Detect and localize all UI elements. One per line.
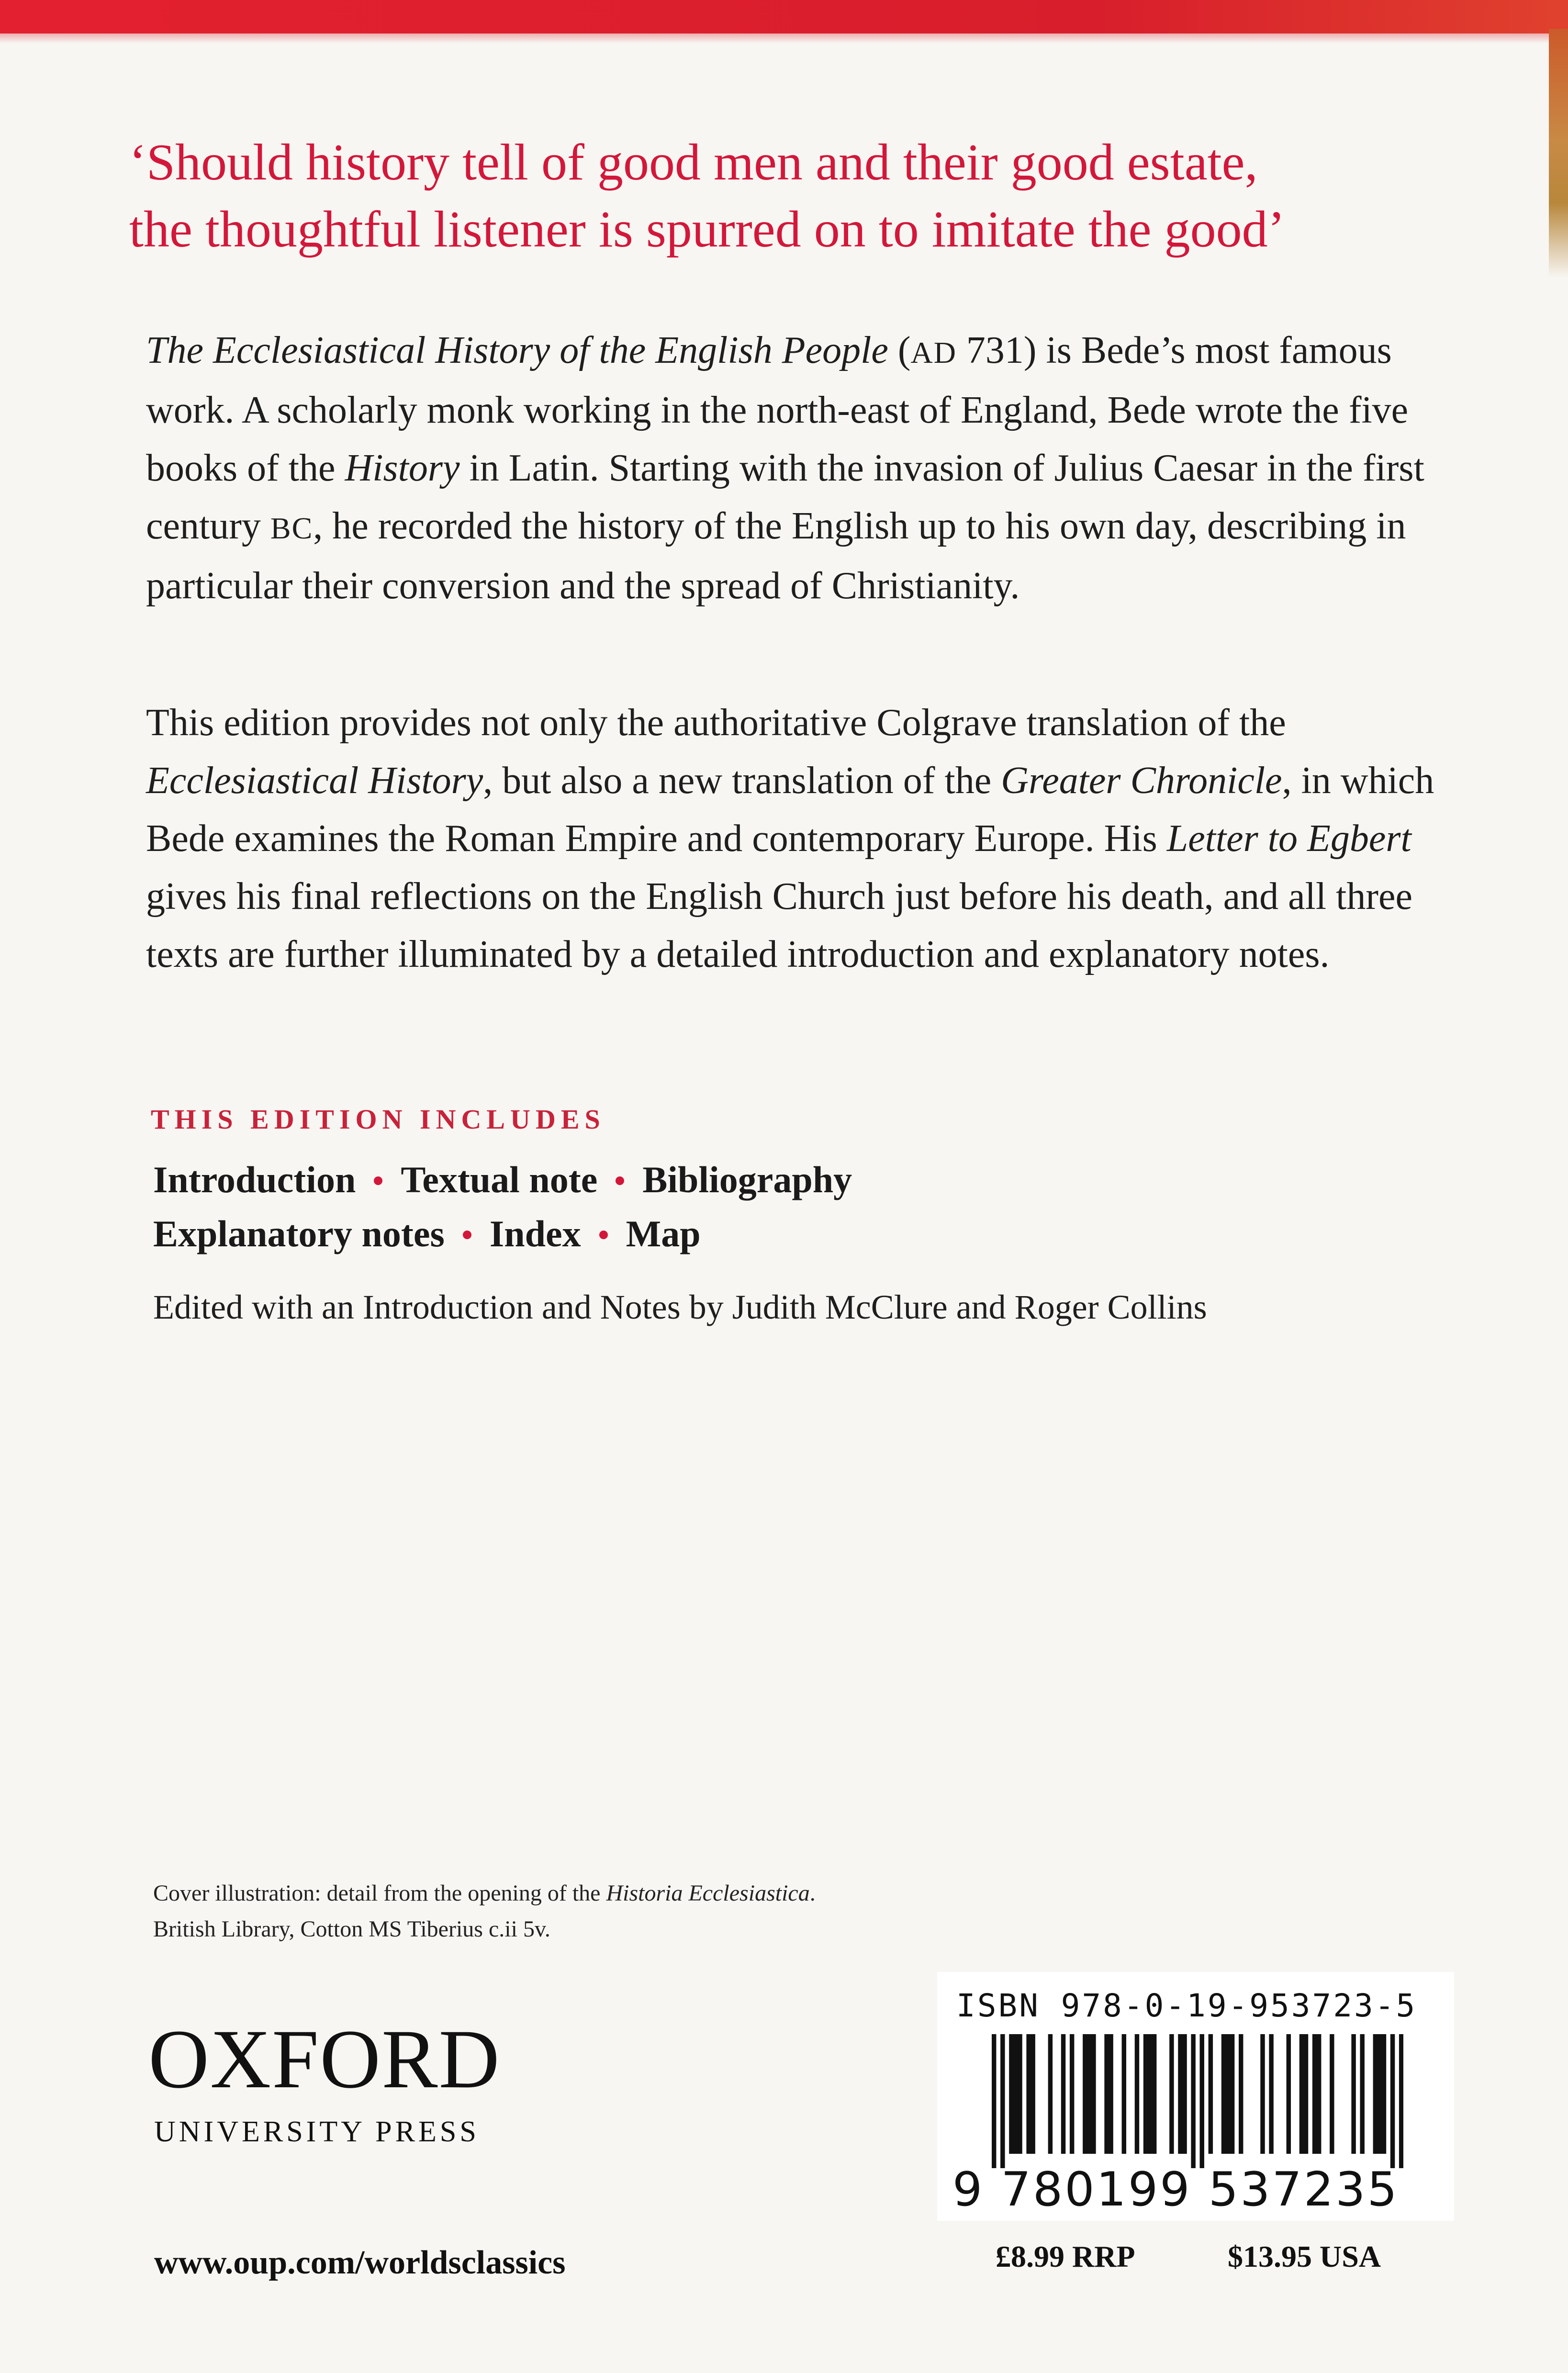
barcode-bar <box>1122 2034 1126 2154</box>
barcode-bar <box>1083 2034 1087 2154</box>
letter-to-egbert-title: Letter to Egbert <box>1166 817 1411 860</box>
barcode-bar <box>1230 2034 1234 2154</box>
top-band-shadow <box>0 34 1568 43</box>
description-paragraph-2 <box>146 694 1438 984</box>
spine-edge <box>1549 29 1568 278</box>
barcode-bar <box>992 2034 996 2168</box>
barcode-bar <box>1148 2034 1152 2154</box>
website-url: www.oup.com/worldsclassics <box>154 2244 566 2281</box>
barcode-bar <box>1382 2034 1386 2154</box>
bullet-icon <box>463 1231 471 1239</box>
barcode-bar <box>1109 2034 1113 2154</box>
barcode-bar <box>1360 2034 1364 2154</box>
bullet-icon <box>616 1176 624 1185</box>
text-segment: gives his final reflections on the English Church just before his death, and all three texts are further illuminated by a detailed introduction and explanatory notes. <box>146 875 1412 975</box>
barcode-bar <box>1091 2034 1096 2154</box>
pull-quote <box>129 129 1469 263</box>
barcode-bar <box>1182 2034 1187 2154</box>
barcode-bar <box>1018 2034 1022 2154</box>
barcode-bar <box>1143 2034 1148 2154</box>
barcode-bar <box>1087 2034 1091 2154</box>
editors-credit: Edited with an Introduction and Notes by Judith McClure and Roger Collins <box>153 1288 1207 1326</box>
barcode-bar <box>1399 2034 1403 2168</box>
barcode-bar <box>1287 2034 1291 2154</box>
greater-chronicle-title: Greater Chronicle <box>1001 760 1282 802</box>
book-title: The Ecclesiastical History of the English People <box>146 329 888 371</box>
pull-quote-line-2: the thoughtful listener is spurred on to imitate the good’ <box>129 201 1285 258</box>
barcode-bar <box>1304 2034 1308 2154</box>
cover-illustration-caption <box>153 1875 816 1947</box>
caption-source: British Library, Cotton MS Tiberius c.ii 5v. <box>153 1916 550 1942</box>
includes-row-2 <box>153 1212 701 1255</box>
includes-item: Introduction <box>153 1159 356 1200</box>
oxford-university-press-logo <box>148 2013 501 2149</box>
era-bc: BC <box>270 511 314 545</box>
ecclesiastical-history-title: Ecclesiastical History <box>146 760 483 802</box>
barcode-bar <box>1191 2034 1195 2168</box>
era-ad: AD <box>910 336 957 369</box>
barcode-bar <box>1178 2034 1182 2154</box>
barcode-bar <box>1226 2034 1230 2154</box>
ean-digits: 9 780199 537235 <box>952 2162 1399 2217</box>
bullet-icon <box>599 1231 608 1239</box>
includes-item: Bibliography <box>642 1159 852 1200</box>
text-segment: , but also a new translation of the <box>483 760 1001 802</box>
text-segment: ( <box>888 329 911 371</box>
barcode-bar <box>1260 2034 1265 2154</box>
barcode-bar <box>1317 2034 1321 2154</box>
text-segment: in Latin. Starting with the invasion of Julius Caesar in the first century <box>146 447 1424 547</box>
barcode-bar <box>1378 2034 1382 2154</box>
price-usd: $13.95 USA <box>1228 2239 1381 2273</box>
barcode-bar <box>1169 2034 1174 2154</box>
includes-item: Textual note <box>401 1159 598 1200</box>
barcode-bar <box>1299 2034 1304 2154</box>
barcode-bar <box>1269 2034 1273 2154</box>
barcode-bar <box>1070 2034 1074 2154</box>
includes-item: Map <box>626 1213 701 1254</box>
text-segment: , in which Bede examines the Roman Empire and contemporary Europe. His <box>146 760 1434 860</box>
barcode-bar <box>1221 2034 1226 2154</box>
isbn-label: ISBN 978-0-19-953723-5 <box>956 1987 1417 2024</box>
logo-oxford-wordmark: OXFORD <box>148 2013 501 2106</box>
barcode-bar <box>1104 2034 1109 2154</box>
includes-item: Index <box>489 1213 581 1254</box>
barcode-bar <box>1351 2034 1355 2154</box>
barcode-bar <box>1390 2034 1395 2168</box>
barcode-bar <box>1312 2034 1317 2154</box>
barcode-bar <box>1373 2034 1378 2154</box>
top-red-band <box>0 0 1568 34</box>
caption-title: Historia Ecclesiastica <box>606 1880 810 1906</box>
barcode-bar <box>1135 2034 1139 2154</box>
barcode-bar <box>1209 2034 1213 2154</box>
includes-row-1 <box>153 1158 852 1201</box>
barcode-bar <box>1009 2034 1013 2154</box>
price-gbp: £8.99 RRP <box>996 2239 1135 2273</box>
includes-item: Explanatory notes <box>153 1213 445 1254</box>
barcode <box>992 2034 1403 2168</box>
barcode-bar <box>1030 2034 1035 2154</box>
barcode-bar <box>1048 2034 1053 2154</box>
bullet-icon <box>374 1176 382 1185</box>
barcode-bar <box>1330 2034 1334 2154</box>
history-title: History <box>345 447 460 489</box>
barcode-bar <box>1200 2034 1204 2168</box>
text-segment: 731) is Bede’s most famous work. A scholarly monk working in the north-east of England, Bede wrote the five books of the <box>146 329 1409 489</box>
caption-text: . <box>809 1880 816 1906</box>
caption-text: Cover illustration: detail from the opening of the <box>153 1880 606 1906</box>
edition-includes-heading: THIS EDITION INCLUDES <box>151 1104 605 1135</box>
text-segment: This edition provides not only the authoritative Colgrave translation of the <box>146 702 1286 744</box>
barcode-bar <box>1239 2034 1243 2154</box>
barcode-bar <box>1026 2034 1030 2154</box>
description-paragraph-1 <box>146 322 1438 615</box>
text-segment: , he recorded the history of the English up to his own day, describing in particular their conversion and the spread of Christianity. <box>146 505 1406 607</box>
barcode-bar <box>1013 2034 1018 2154</box>
barcode-bar <box>1061 2034 1065 2154</box>
barcode-bar <box>1152 2034 1156 2154</box>
barcode-bar <box>1000 2034 1005 2168</box>
logo-university-press: UNIVERSITY PRESS <box>154 2116 480 2148</box>
pull-quote-line-1: ‘Should history tell of good men and their good estate, <box>129 134 1258 191</box>
